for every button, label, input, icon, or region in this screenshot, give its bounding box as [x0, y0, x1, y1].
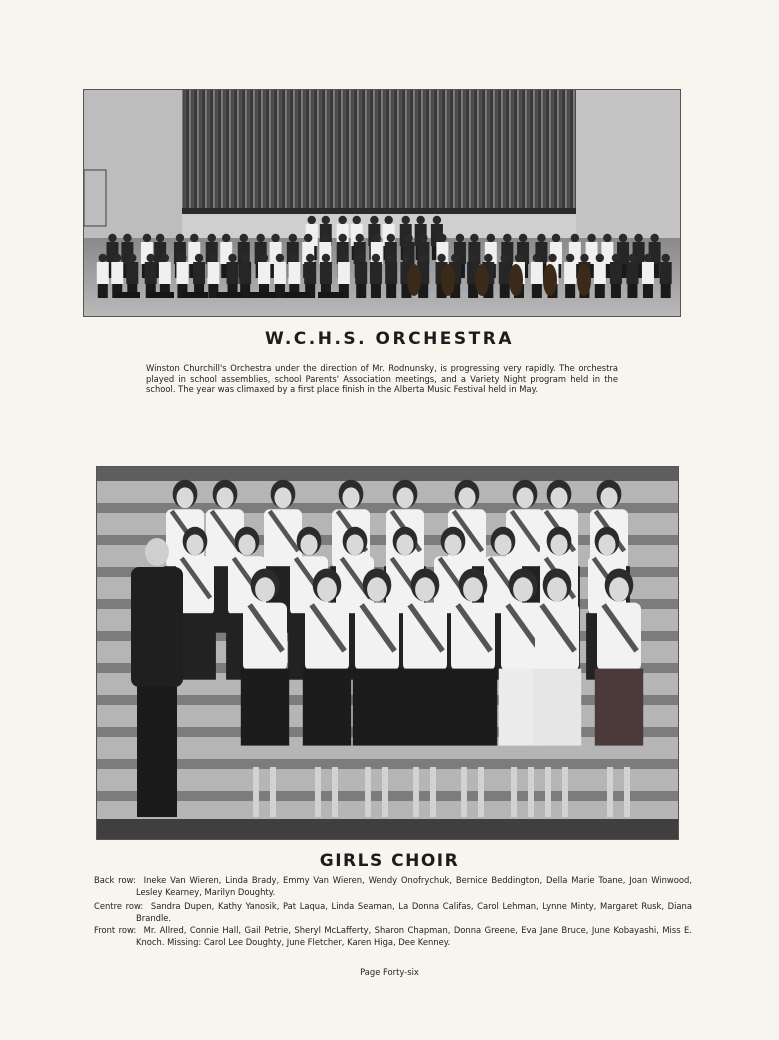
back-row-label: Back row:: [94, 875, 136, 885]
orchestra-title: W.C.H.S. ORCHESTRA: [264, 329, 514, 349]
choir-photo-image: [97, 467, 678, 839]
back-row-names: Ineke Van Wieren, Linda Brady, Emmy Van Wieren, Wendy Onofrychuk, Bernice Beddington, Della Marie Toane, Joan Winwood, Lesley Kearney, Marilyn Doughty.: [136, 875, 692, 897]
centre-row-names: Sandra Dupen, Kathy Yanosik, Pat Laqua, Linda Seaman, La Donna Califas, Carol Lehman, Lynne Minty, Margaret Rusk, Diana Brandle.: [136, 901, 692, 923]
choir-front-row: [94, 925, 692, 948]
front-row-names: Mr. Allred, Connie Hall, Gail Petrie, Sheryl McLafferty, Sharon Chapman, Donna Greene, Eva Jane Bruce, June Kobayashi, Miss E. Knoch. Missing: Carol Lee Doughty, June Fletcher, Karen Higa, Dee Kenney.: [136, 925, 692, 947]
page-number: Page Forty-six: [360, 967, 419, 977]
orchestra-photo: [84, 90, 680, 316]
centre-row-label: Centre row:: [94, 901, 144, 911]
orchestra-description: Winston Churchill's Orchestra under the direction of Mr. Rodnunsky, is progressing very rapidly. The orchestra played in school assemblies, school Parents' Association meetings, and a Variety Night program held in the school. The year was climaxed by a first place finish in the Alberta Music Festival held in May.: [146, 363, 618, 395]
front-row-label: Front row:: [94, 925, 137, 935]
choir-photo: [97, 467, 678, 839]
orchestra-photo-image: [84, 90, 680, 316]
choir-back-row: [94, 875, 692, 898]
choir-centre-row: [94, 901, 692, 924]
choir-title: GIRLS CHOIR: [319, 851, 460, 871]
